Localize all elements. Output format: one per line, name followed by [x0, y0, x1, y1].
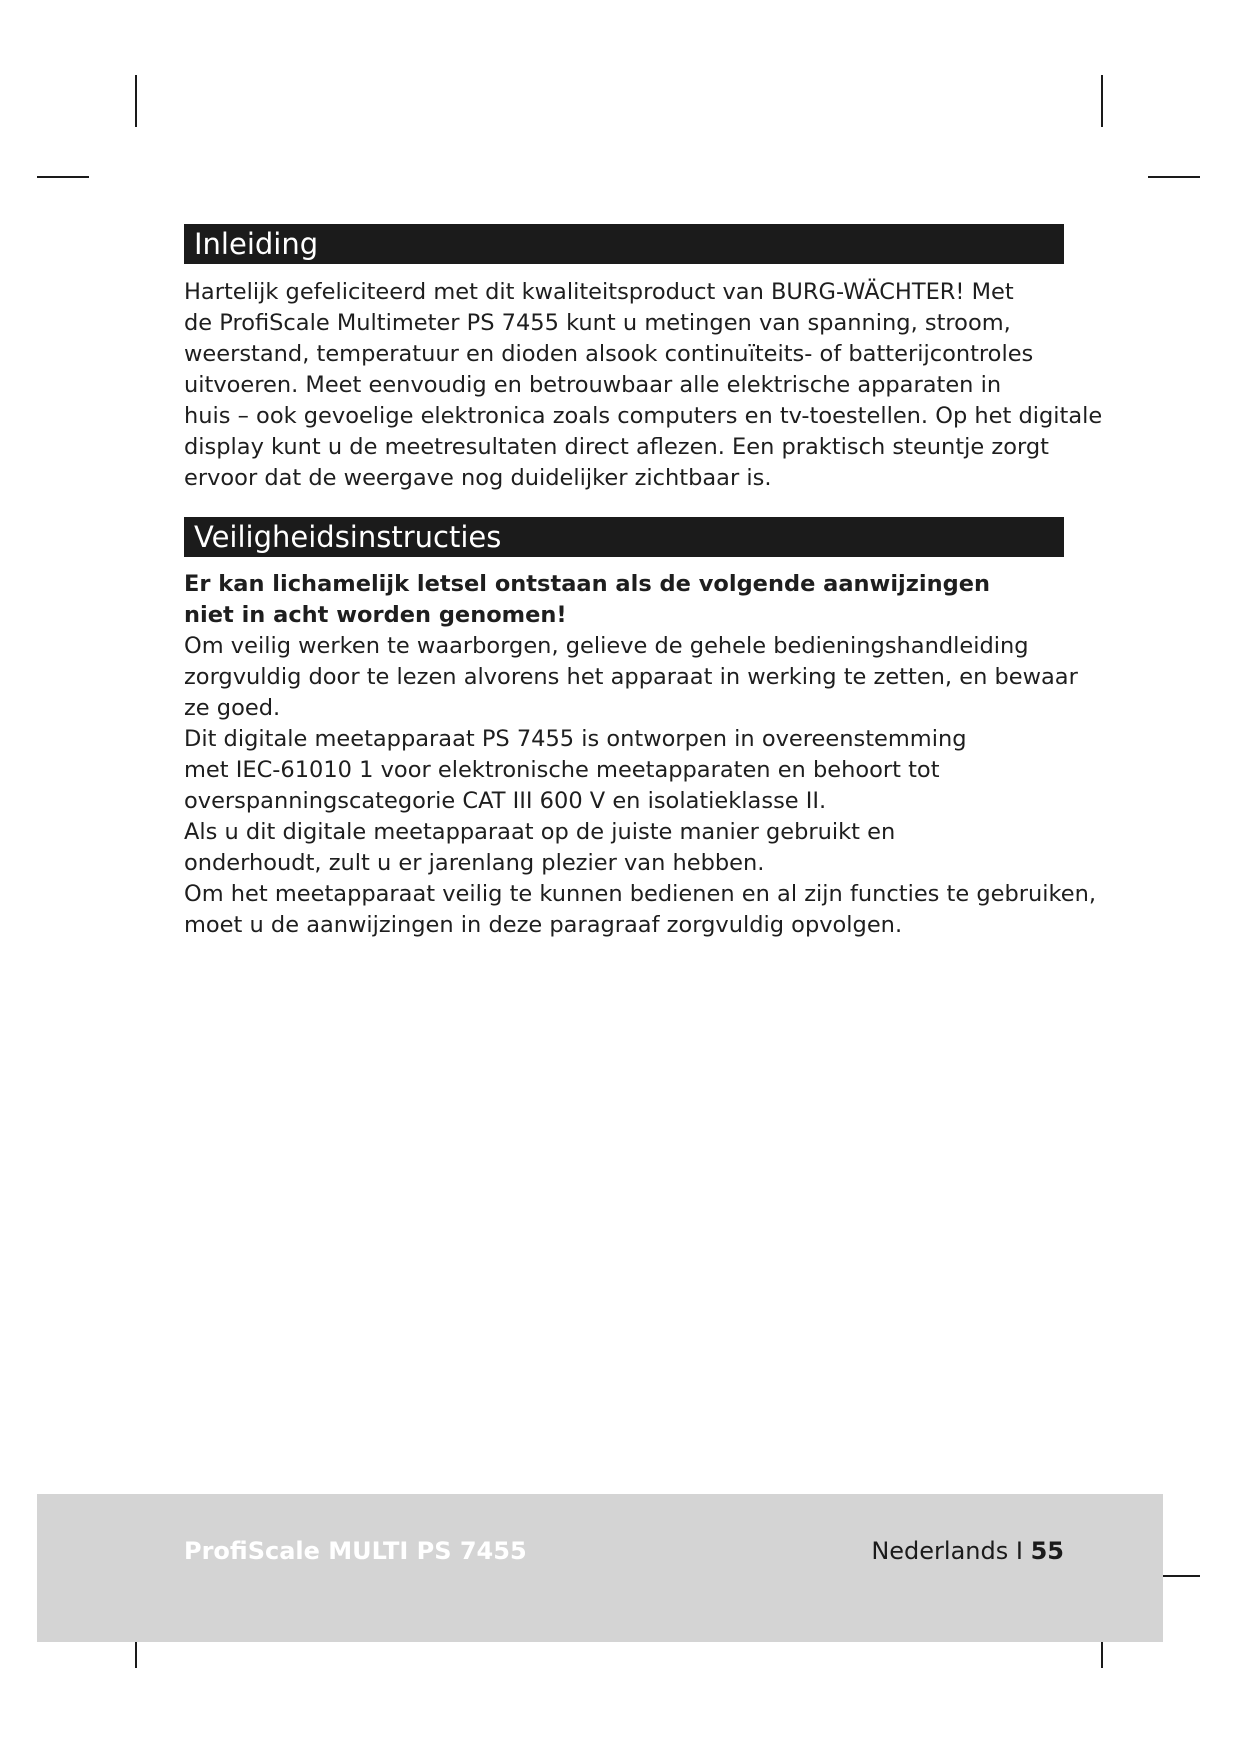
- section-heading-intro-text: Inleiding: [194, 227, 319, 261]
- safety-line: ze goed.: [184, 695, 281, 721]
- footer-page-info: [871, 1534, 1064, 1568]
- intro-paragraph: [184, 277, 1103, 494]
- safety-line: Dit digitale meetapparaat PS 7455 is ontworpen in overeenstemming: [184, 726, 967, 752]
- safety-line: zorgvuldig door te lezen alvorens het apparaat in werking te zetten, en bewaar: [184, 664, 1078, 690]
- safety-line: Om veilig werken te waarborgen, gelieve de gehele bedieningshandleiding: [184, 633, 1029, 659]
- safety-line: Om het meetapparaat veilig te kunnen bedienen en al zijn functies te gebruiken,: [184, 881, 1097, 907]
- page-number: 55: [1030, 1537, 1064, 1565]
- footer-separator: I: [1015, 1537, 1023, 1565]
- warning-line: Er kan lichamelijk letsel ontstaan als de volgende aanwijzingen: [184, 571, 990, 597]
- intro-line: uitvoeren. Meet eenvoudig en betrouwbaar alle elektrische apparaten in: [184, 372, 1002, 398]
- safety-line: Als u dit digitale meetapparaat op de juiste manier gebruikt en: [184, 819, 896, 845]
- safety-line: onderhoudt, zult u er jarenlang plezier van hebben.: [184, 850, 765, 876]
- intro-line: display kunt u de meetresultaten direct aflezen. Een praktisch steuntje zorgt: [184, 434, 1049, 460]
- section-heading-intro: [184, 224, 1064, 264]
- warning-line: niet in acht worden genomen!: [184, 602, 567, 628]
- safety-paragraph: [184, 631, 1097, 941]
- safety-line: overspanningscategorie CAT III 600 V en isolatieklasse II.: [184, 788, 827, 814]
- intro-line: de ProfiScale Multimeter PS 7455 kunt u metingen van spanning, stroom,: [184, 310, 1011, 336]
- intro-line: ervoor dat de weergave nog duidelijker zichtbaar is.: [184, 465, 772, 491]
- intro-line: weerstand, temperatuur en dioden alsook continuïteits- of batterijcontroles: [184, 341, 1034, 367]
- section-heading-safety-text: Veiligheidsinstructies: [194, 520, 502, 554]
- crop-mark-top-left-horizontal: [37, 176, 89, 178]
- safety-line: met IEC-61010 1 voor elektronische meetapparaten en behoort tot: [184, 757, 940, 783]
- crop-mark-top-left-vertical: [135, 75, 137, 127]
- intro-line: Hartelijk gefeliciteerd met dit kwaliteitsproduct van BURG-WÄCHTER! Met: [184, 279, 1014, 305]
- footer-band: [37, 1494, 1163, 1642]
- section-heading-safety: [184, 517, 1064, 557]
- crop-mark-top-right-vertical: [1101, 75, 1103, 127]
- safety-warning: [184, 569, 1064, 631]
- intro-line: huis – ook gevoelige elektronica zoals computers en tv-toestellen. Op het digitale: [184, 403, 1103, 429]
- footer-product-name: ProfiScale MULTI PS 7455: [184, 1537, 527, 1565]
- safety-line: moet u de aanwijzingen in deze paragraaf zorgvuldig opvolgen.: [184, 912, 903, 938]
- crop-mark-top-right-horizontal: [1148, 176, 1200, 178]
- footer-language: Nederlands: [871, 1537, 1009, 1565]
